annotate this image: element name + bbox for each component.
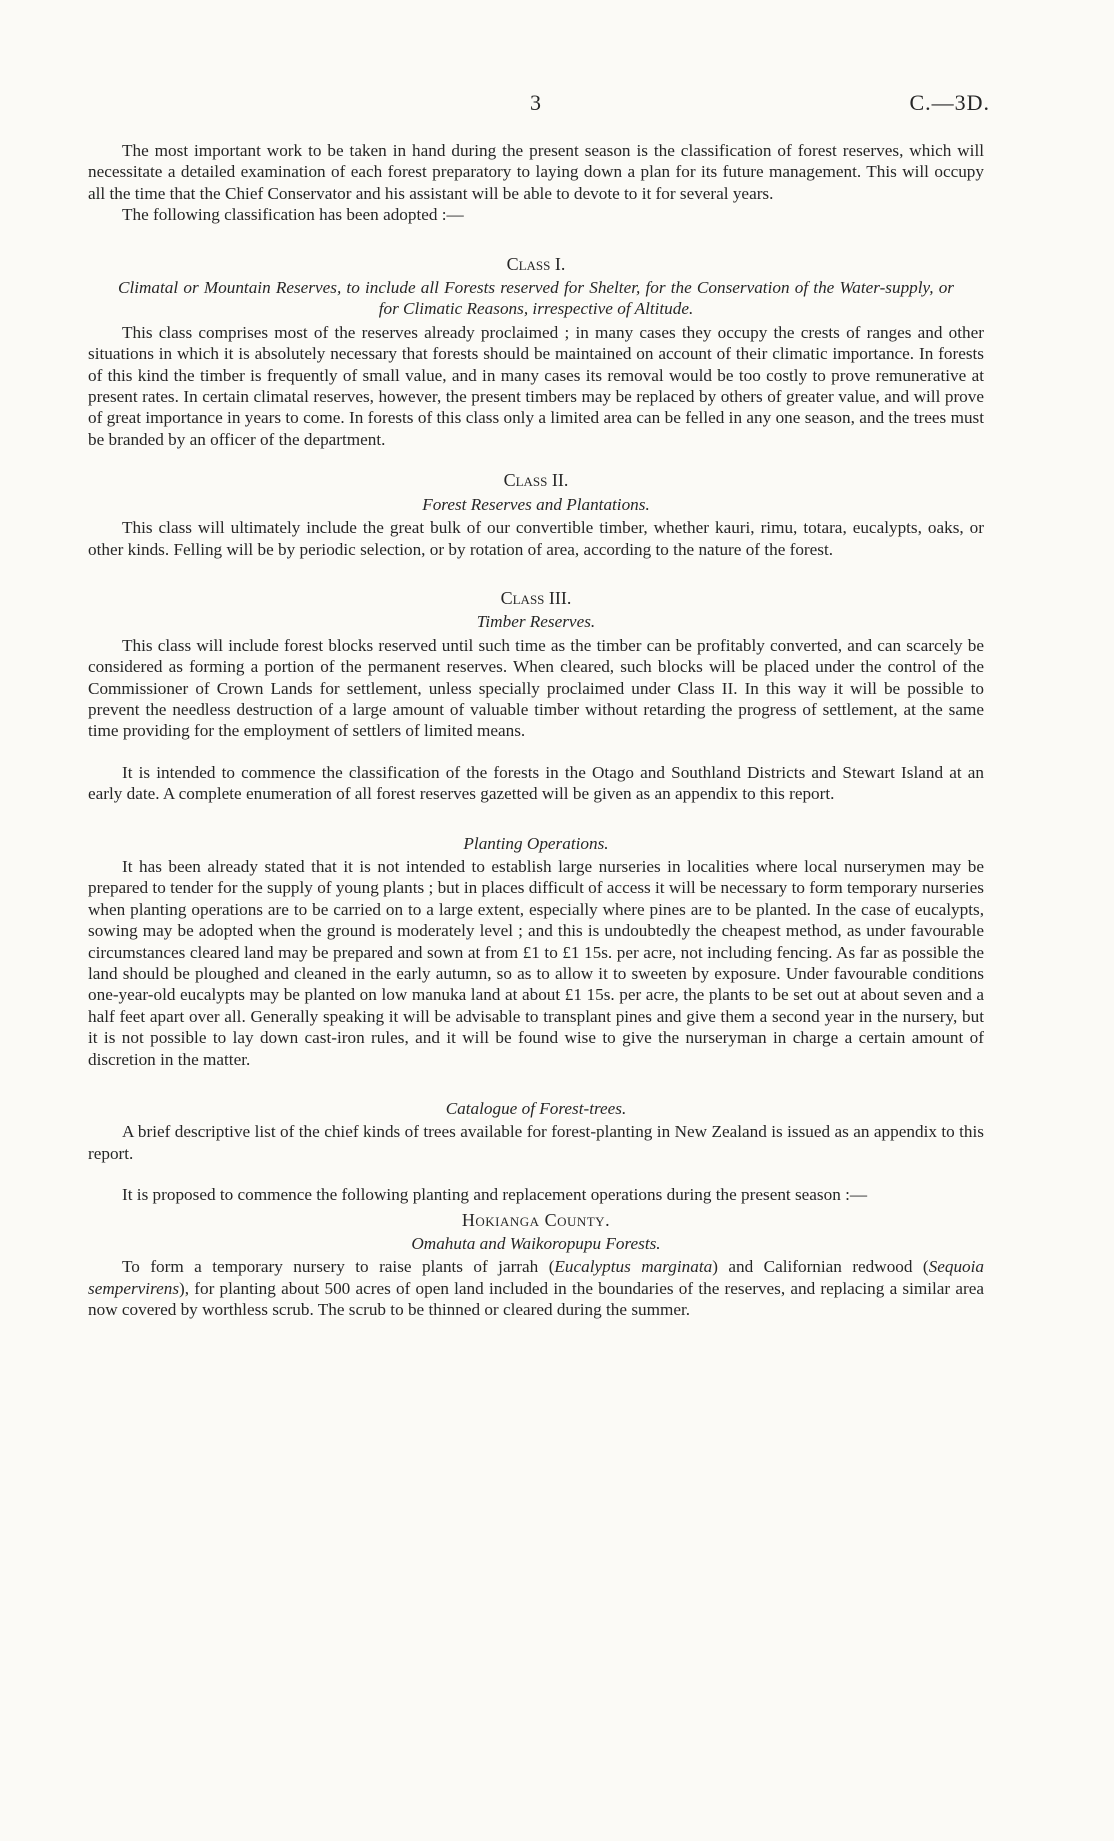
class-1-section [88, 254, 984, 451]
class-2-subheading: Forest Reserves and Plantations. [422, 494, 650, 514]
class-1-heading: Class I. [506, 253, 566, 274]
planting-operations-heading: Planting Operations. [463, 833, 609, 853]
proposal-paragraph: It is proposed to commence the following planting and replacement operations during the present season :— [122, 1185, 868, 1205]
intro-paragraph: The most important work to be taken in hand during the present season is the classification of forest reserves, which will necessitate a detailed examination of each forest preparatory to laying down a plan for its future management. This will occupy all the time that the Chief Conservator and his assistant will be able to devote to it for several years. [88, 141, 984, 203]
hokianga-text-3: ), for planting about 500 acres of open land included in the boundaries of the reserves, and replacing a similar area now covered by worthless scrub. The scrub to be thinned or cleared during the summer. [88, 1278, 984, 1320]
page-number: 3 [530, 90, 541, 115]
page-header [0, 90, 1114, 120]
page-body [88, 140, 984, 1321]
class-2-heading: Class II. [503, 470, 569, 491]
hokianga-section [88, 1210, 984, 1321]
class-2-section [88, 470, 984, 560]
hokianga-county-heading: Hokianga County. [461, 1209, 611, 1230]
hokianga-text-1: To form a temporary nursery to raise plants of jarrah ( [122, 1257, 555, 1277]
planting-operations-section [88, 833, 984, 1070]
class-3-subheading: Timber Reserves. [476, 612, 596, 632]
catalogue-section [88, 1098, 984, 1164]
catalogue-paragraph: A brief descriptive list of the chief kinds of trees available for forest-planting in New Zealand is issued as an appendix to this report. [88, 1122, 984, 1163]
catalogue-heading: Catalogue of Forest-trees. [445, 1099, 627, 1119]
document-reference: C.—3D. [909, 90, 990, 115]
classification-note-paragraph: It is intended to commence the classification of the forests in the Otago and Southland Districts and Stewart Island at an early date. A complete enumeration of all forest reserves gazetted will be given as an appendix to this report. [88, 762, 984, 804]
class-3-paragraph: This class will include forest blocks reserved until such time as the timber can be profitably converted, and can scarcely be considered as forming a portion of the permanent reserves. When cleared, such blocks will be placed under the control of the Commissioner of Crown Lands for settlement, unless specially proclaimed under Class II. In this way it will be possible to prevent the needless destruction of a large amount of valuable timber without retarding the progress of settlement, at the same time providing for the employment of settlers of limited means. [88, 635, 984, 741]
hokianga-text-2: ) and Californian redwood ( [712, 1257, 929, 1277]
species-jarrah: Eucalyptus marginata [554, 1257, 713, 1277]
omahuta-forests-subheading: Omahuta and Waikoropupu Forests. [411, 1234, 661, 1254]
planting-operations-paragraph: It has been already stated that it is not intended to establish large nurseries in localities where local nurserymen may be prepared to tender for the supply of young plants ; but in places difficult of access it will be necessary to form temporary nurseries when planting operations are to be carried on to a large extent, especially where pines are to be planted. In the case of eucalypts, sowing may be adopted when the ground is moderately level ; and this is undoubtedly the cheapest method, as under favourable circumstances cleared land may be prepared and sown at from £1 to £1 15s. per acre, not including fencing. As far as possible the land should be ploughed and cleaned in the early autumn, so as to allow it to sweeten by exposure. Under favourable conditions one-year-old eucalypts may be planted on low manuka land at about £1 15s. per acre, the plants to be set out at about seven and a half feet apart over all. Generally speaking it will be advisable to transplant pines and give them a second year in the nursery, but it is not possible to lay down cast-iron rules, and it will be found wise to give the nurseryman in charge a certain amount of discretion in the matter. [88, 856, 984, 1069]
class-3-section [88, 588, 984, 742]
class-2-paragraph: This class will ultimately include the great bulk of our convertible timber, whether kauri, rimu, totara, eucalypts, oaks, or other kinds. Felling will be by periodic selection, or by rotation of area, according to the nature of the forest. [88, 518, 984, 559]
hokianga-paragraph [88, 1256, 984, 1320]
class-1-subheading: Climatal or Mountain Reserves, to include all Forests reserved for Shelter, for the Conservation of the Water-supply, or for Climatic Reasons, irrespective of Altitude. [118, 278, 954, 319]
species-redwood: Sequoia sempervirens [88, 1257, 985, 1298]
class-3-heading: Class III. [500, 587, 572, 608]
classification-adopted-line: The following classification has been adopted :— [122, 205, 464, 225]
class-1-paragraph: This class comprises most of the reserves already proclaimed ; in many cases they occupy the crests of ranges and other situations in which it is absolutely necessary that forests should be maintained on account of their climatic importance. In forests of this kind the timber is frequently of small value, and in many cases its removal would be too costly to prove remunerative at present rates. In certain climatal reserves, however, the present timbers may be replaced by others of greater value, and will prove of great importance in years to come. In forests of this class only a limited area can be felled in any one season, and the trees must be branded by an officer of the department. [88, 322, 984, 449]
